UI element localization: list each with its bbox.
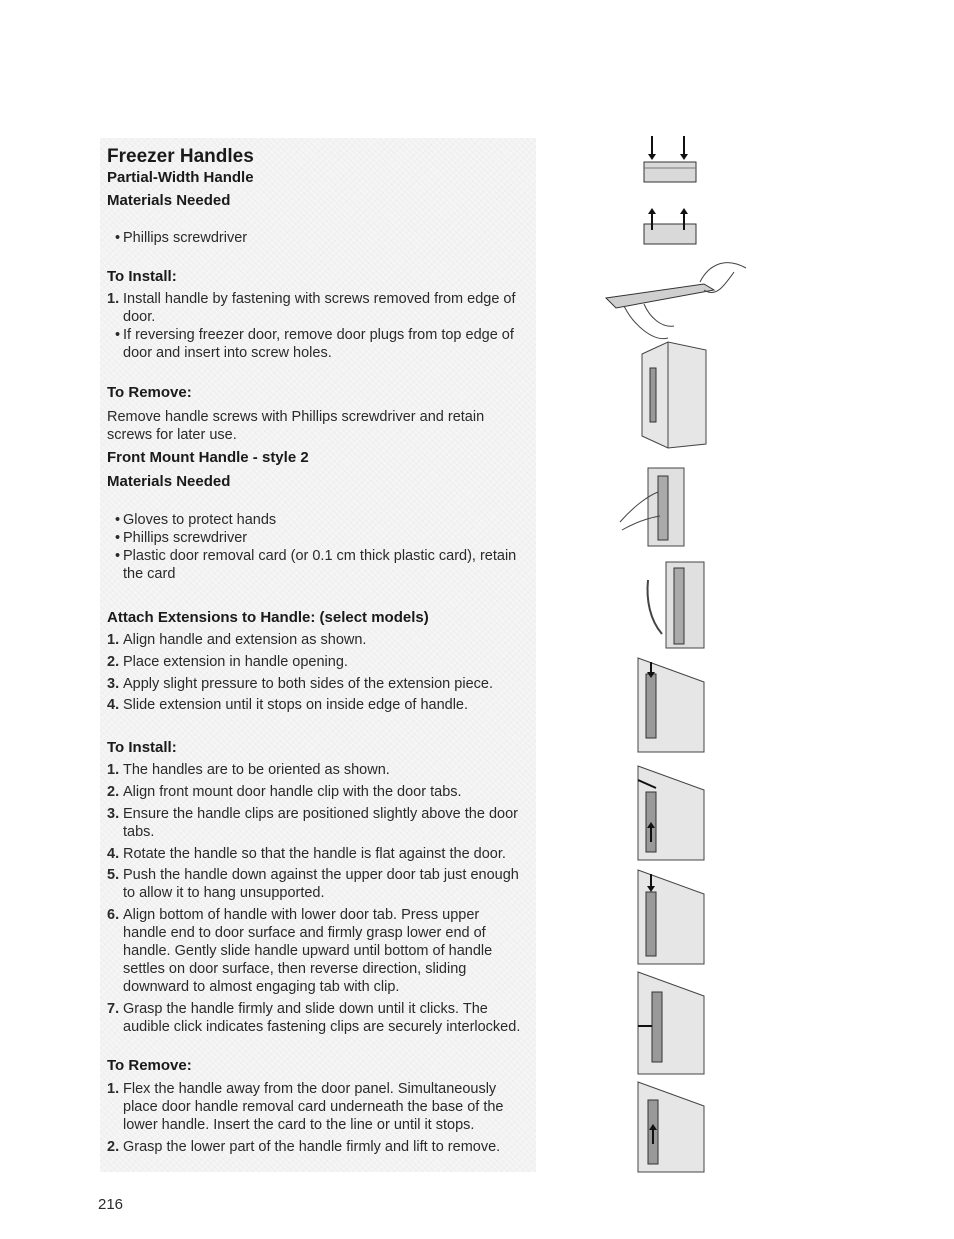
list-item: 1. The handles are to be oriented as shown. (107, 762, 390, 778)
list-item: 2. Place extension in handle opening. (107, 654, 348, 670)
materials-heading-1: Materials Needed (107, 192, 231, 209)
list-item: 2. Align front mount door handle clip with the door tabs. (107, 784, 462, 800)
hand-holding-handle-illustration (604, 246, 750, 346)
list-item: 2. Grasp the lower part of the handle firmly and lift to remove. (107, 1139, 501, 1155)
refrigerator-illustration (638, 340, 708, 450)
door-handle-step-illustration (634, 968, 706, 1076)
list-item: 7. Grasp the handle firmly and slide down until it clicks. The audible click indicates fastening clips are securely interlocked. (107, 1001, 521, 1035)
list-item: • Phillips screwdriver (115, 530, 248, 546)
list-item: 4. Rotate the handle so that the handle is flat against the door. (107, 846, 506, 862)
list-item: 3. Apply slight pressure to both sides of the extension piece. (107, 676, 493, 692)
handle-opening-illustration (644, 560, 706, 650)
door-handle-step-illustration (634, 866, 706, 966)
list-item: • Phillips screwdriver (115, 230, 248, 246)
page-number: 216 (98, 1196, 124, 1213)
materials-heading-2: Materials Needed (107, 473, 231, 490)
list-item: 5. Push the handle down against the upper door tab just enough to allow it to hang unsupported. (107, 867, 519, 901)
list-item: 1. Install handle by fastening with screws removed from edge of door. (107, 291, 516, 325)
list-item: • If reversing freezer door, remove door plugs from top edge of door and insert into screw holes. (115, 327, 514, 361)
list-item: 1. Flex the handle away from the door panel. Simultaneously place door handle removal card underneath the base of the lower handle. Insert the card to the line or until it stops. (107, 1081, 504, 1133)
install-heading-2: To Install: (107, 739, 177, 756)
handle-extension-illustration (618, 466, 688, 548)
remove-text: Remove handle screws with Phillips screwdriver and retain screws for later use. (107, 409, 485, 443)
bullet: • (115, 230, 121, 246)
page-title: Freezer Handles (107, 146, 254, 167)
partial-width-heading: Partial-Width Handle (107, 169, 254, 186)
extensions-heading: Attach Extensions to Handle: (select models) (107, 609, 429, 626)
list-item: 1. Align handle and extension as shown. (107, 632, 367, 648)
bullet: • (115, 327, 121, 343)
handle-top-illustration (640, 134, 700, 186)
list-item: 4. Slide extension until it stops on inside edge of handle. (107, 697, 469, 713)
door-handle-removal-illustration (634, 1078, 706, 1174)
list-item: • Gloves to protect hands (115, 512, 277, 528)
remove-heading-2: To Remove: (107, 1057, 192, 1074)
list-item: 6. Align bottom of handle with lower door tab. Press upper handle end to door surface and firmly grasp lower end of handle. Gently slide handle upward until bottom of handle settles on door surface, then reverse direction, sliding downward to almost engaging tab with clip. (107, 907, 493, 995)
list-item: 3. Ensure the handle clips are positioned slightly above the door tabs. (107, 806, 518, 840)
install-heading-1: To Install: (107, 268, 177, 285)
list-item: • Plastic door removal card (or 0.1 cm thick plastic card), retain the card (115, 548, 517, 582)
front-mount-heading: Front Mount Handle - style 2 (107, 449, 309, 466)
door-handle-step-illustration (634, 762, 706, 862)
door-handle-step-illustration (634, 654, 706, 754)
remove-heading-1: To Remove: (107, 384, 192, 401)
